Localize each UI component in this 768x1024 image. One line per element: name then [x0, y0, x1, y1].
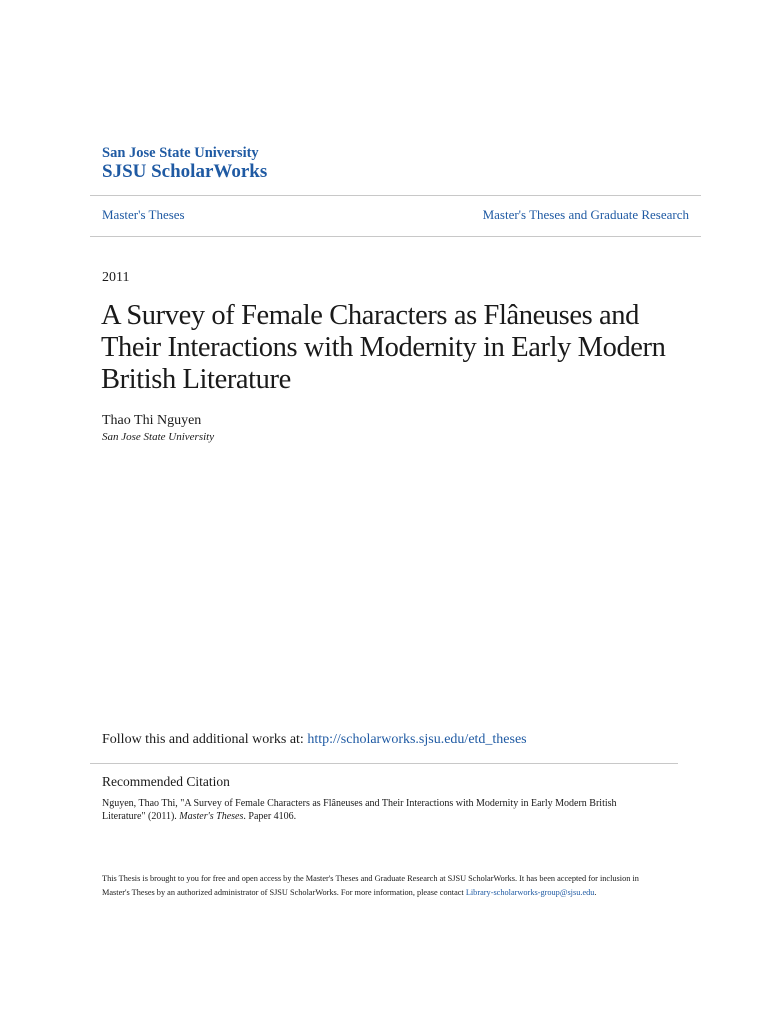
citation-paper: . Paper 4106.	[243, 811, 297, 822]
follow-url-link[interactable]: http://scholarworks.sjsu.edu/etd_theses	[307, 732, 527, 747]
citation-text-main: Nguyen, Thao Thi, "A Survey of Female Characters as Flâneuses and Their Interactions with Modernity in Early Modern British Literature" (2011).	[102, 798, 617, 822]
university-name: San Jose State University	[102, 145, 259, 161]
header-divider-top	[90, 195, 701, 196]
collection-link-graduate-research[interactable]: Master's Theses and Graduate Research	[482, 207, 689, 222]
header-divider-bottom	[90, 236, 701, 237]
access-note	[102, 872, 667, 899]
access-note-end: .	[594, 887, 597, 897]
follow-line	[102, 732, 527, 748]
document-title: A Survey of Female Characters as Flâneuses and Their Interactions with Modernity in Early Modern British Literature	[101, 300, 666, 395]
author-affiliation: San Jose State University	[102, 431, 215, 443]
access-note-text: This Thesis is brought to you for free and open access by the Master's Theses and Graduate Research at SJSU ScholarWorks. It has been accepted for inclusion in Master's Theses by an authorized administrator of SJSU ScholarWorks. For more information, please contact	[102, 874, 639, 897]
collection-link-masters-theses[interactable]: Master's Theses	[102, 207, 185, 222]
citation-text	[102, 797, 662, 823]
author-name: Thao Thi Nguyen	[102, 413, 202, 428]
publication-year: 2011	[102, 270, 130, 285]
citation-heading: Recommended Citation	[102, 774, 230, 789]
citation-divider	[90, 763, 678, 764]
follow-label: Follow this and additional works at:	[102, 732, 308, 747]
contact-email-link[interactable]: Library-scholarworks-group@sjsu.edu	[465, 887, 595, 897]
citation-series: Master's Theses	[179, 811, 244, 822]
repository-name: SJSU ScholarWorks	[102, 161, 268, 182]
